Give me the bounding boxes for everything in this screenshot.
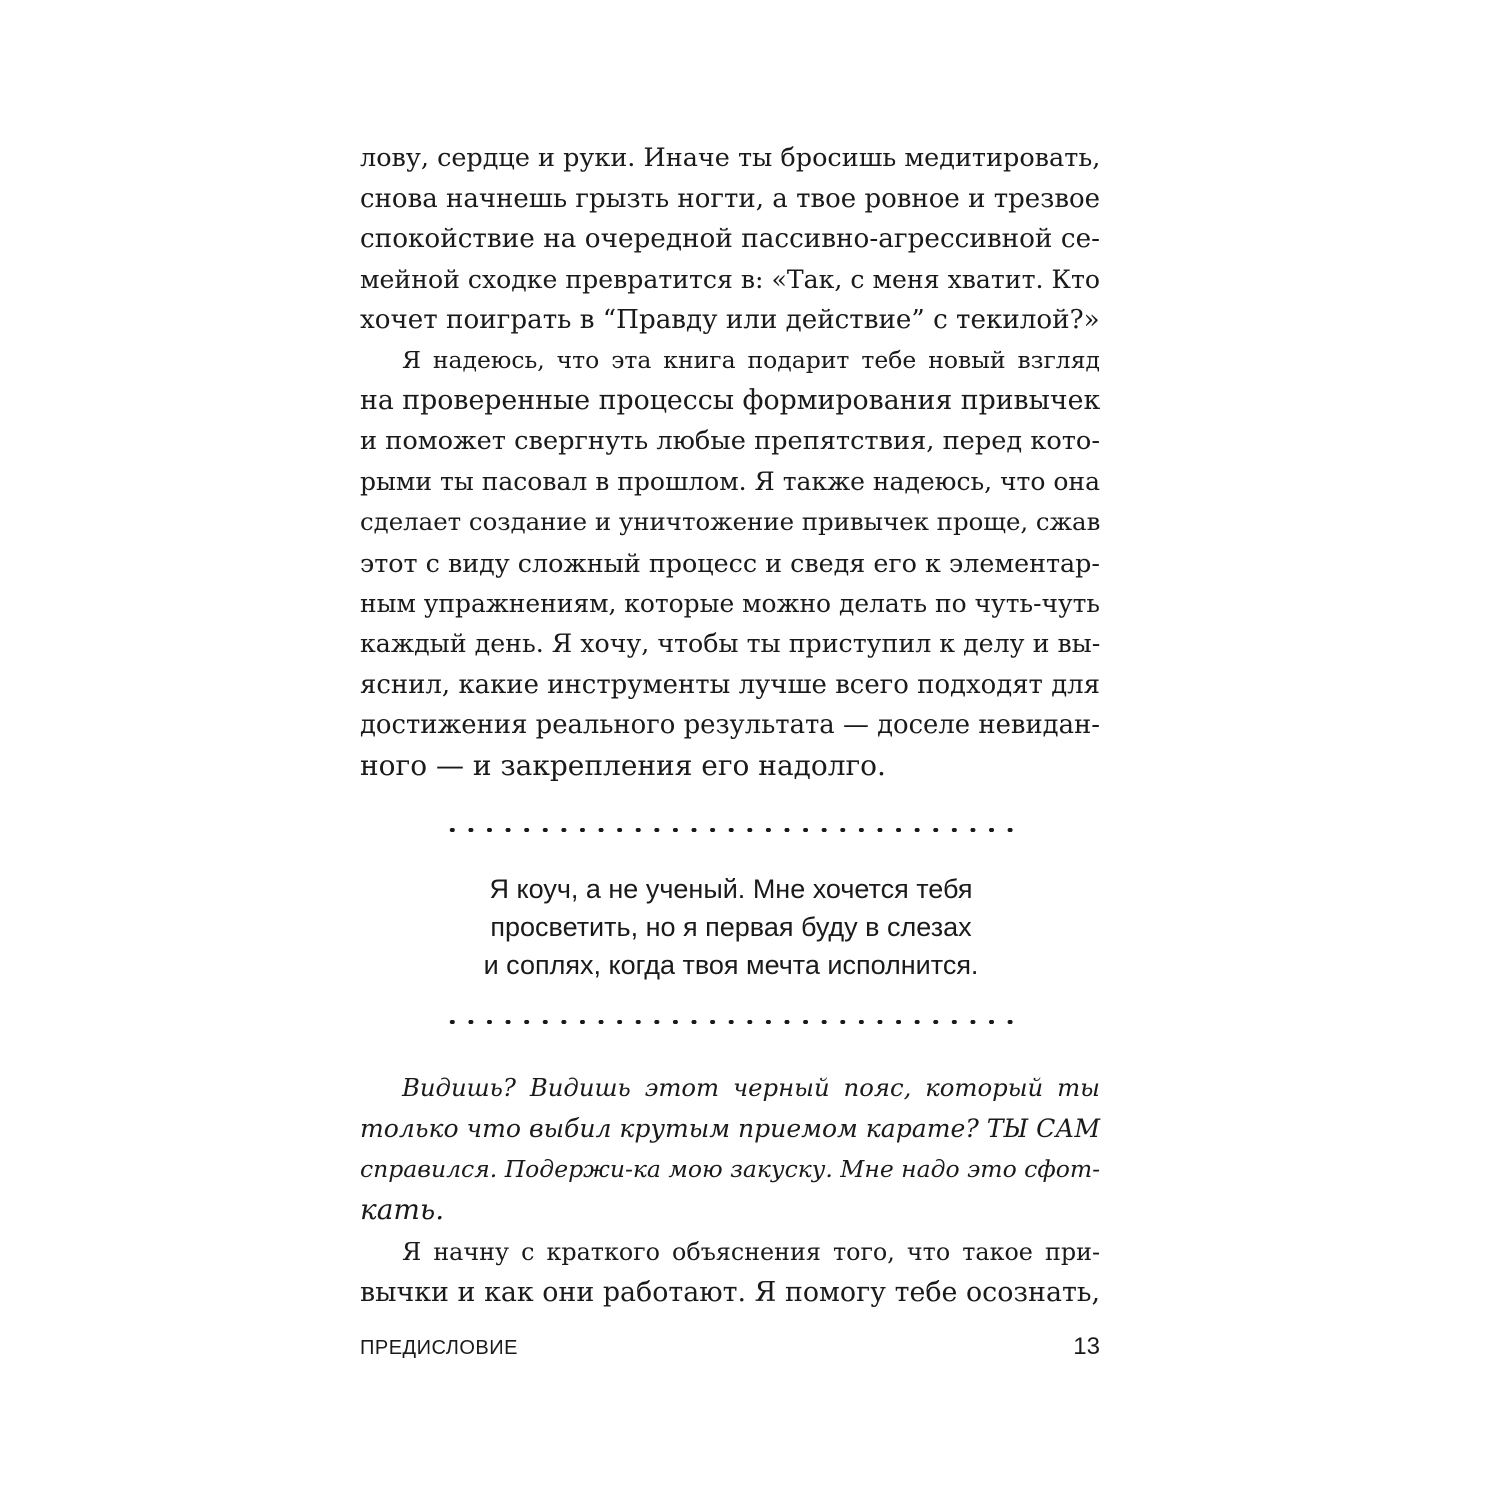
text-line: вычки и как они работают. Я помогу тебе осознать, [360, 1276, 1100, 1308]
text-line: Я надеюсь, что эта книга подарит тебе новый взгляд [402, 346, 1100, 374]
callout-line: Я коуч, а не ученый. Мне хочется тебя [489, 874, 973, 904]
text-line: спокойствие на очередной пассивно-агрессивной се- [360, 224, 1100, 255]
text-line: этот с виду сложный процесс и сведя его к элементар- [360, 547, 1100, 578]
text-line: рыми ты пасовал в прошлом. Я также надеюсь, что она [360, 466, 1101, 496]
paragraph-3-italic [360, 1068, 1100, 1230]
dotted-divider-bottom [443, 1020, 1019, 1024]
text-line: яснил, какие инструменты лучше всего подходят для [360, 669, 1100, 700]
text-line: и поможет свергнуть любые препятствия, перед кото- [360, 426, 1100, 457]
text-line: сделает создание и уничтожение привычек проще, сжав [360, 507, 1101, 537]
text-line: каждый день. Я хочу, чтобы ты приступил к делу и вы- [360, 629, 1101, 659]
text-line: только что выбил крутым приемом карате? ТЫ САМ [360, 1113, 1101, 1143]
text-line: снова начнешь грызть ногти, а твое ровное и трезвое [360, 183, 1101, 214]
callout-line: и соплях, когда твоя мечта исполнится. [483, 950, 979, 980]
dotted-divider-top [443, 828, 1019, 832]
page-number: 13 [1073, 1333, 1100, 1360]
text-line: хочет поиграть в “Правду или действие” с текилой?» [360, 305, 1100, 336]
text-line: Я начну с краткого объяснения того, что такое при- [402, 1238, 1100, 1266]
text-line: справился. Подержи-ка мою закуску. Мне надо это сфот- [360, 1155, 1101, 1184]
text-line: ного — и закрепления его надолго. [360, 748, 886, 782]
text-line: ным упражнениям, которые можно делать по чуть-чуть [360, 588, 1100, 618]
callout-quote [443, 870, 1019, 984]
text-line: Видишь? Видишь этот черный пояс, который ты [402, 1073, 1100, 1102]
running-footer-section: ПРЕДИСЛОВИЕ [360, 1337, 518, 1359]
text-line: кать. [360, 1192, 445, 1226]
text-line: достижения реального результата — доселе невидан- [360, 710, 1100, 741]
text-line: мейной сходке превратится в: «Так, с меня хватит. Кто [360, 264, 1100, 294]
text-line: на проверенные процессы формирования привычек [360, 384, 1101, 416]
callout-line: просветить, но я первая буду в слезах [490, 912, 972, 942]
text-line: лову, сердце и руки. Иначе ты бросишь медитировать, [360, 143, 1101, 173]
paragraph-1 [360, 138, 1100, 341]
paragraph-2 [360, 340, 1100, 787]
paragraph-4 [360, 1232, 1100, 1313]
